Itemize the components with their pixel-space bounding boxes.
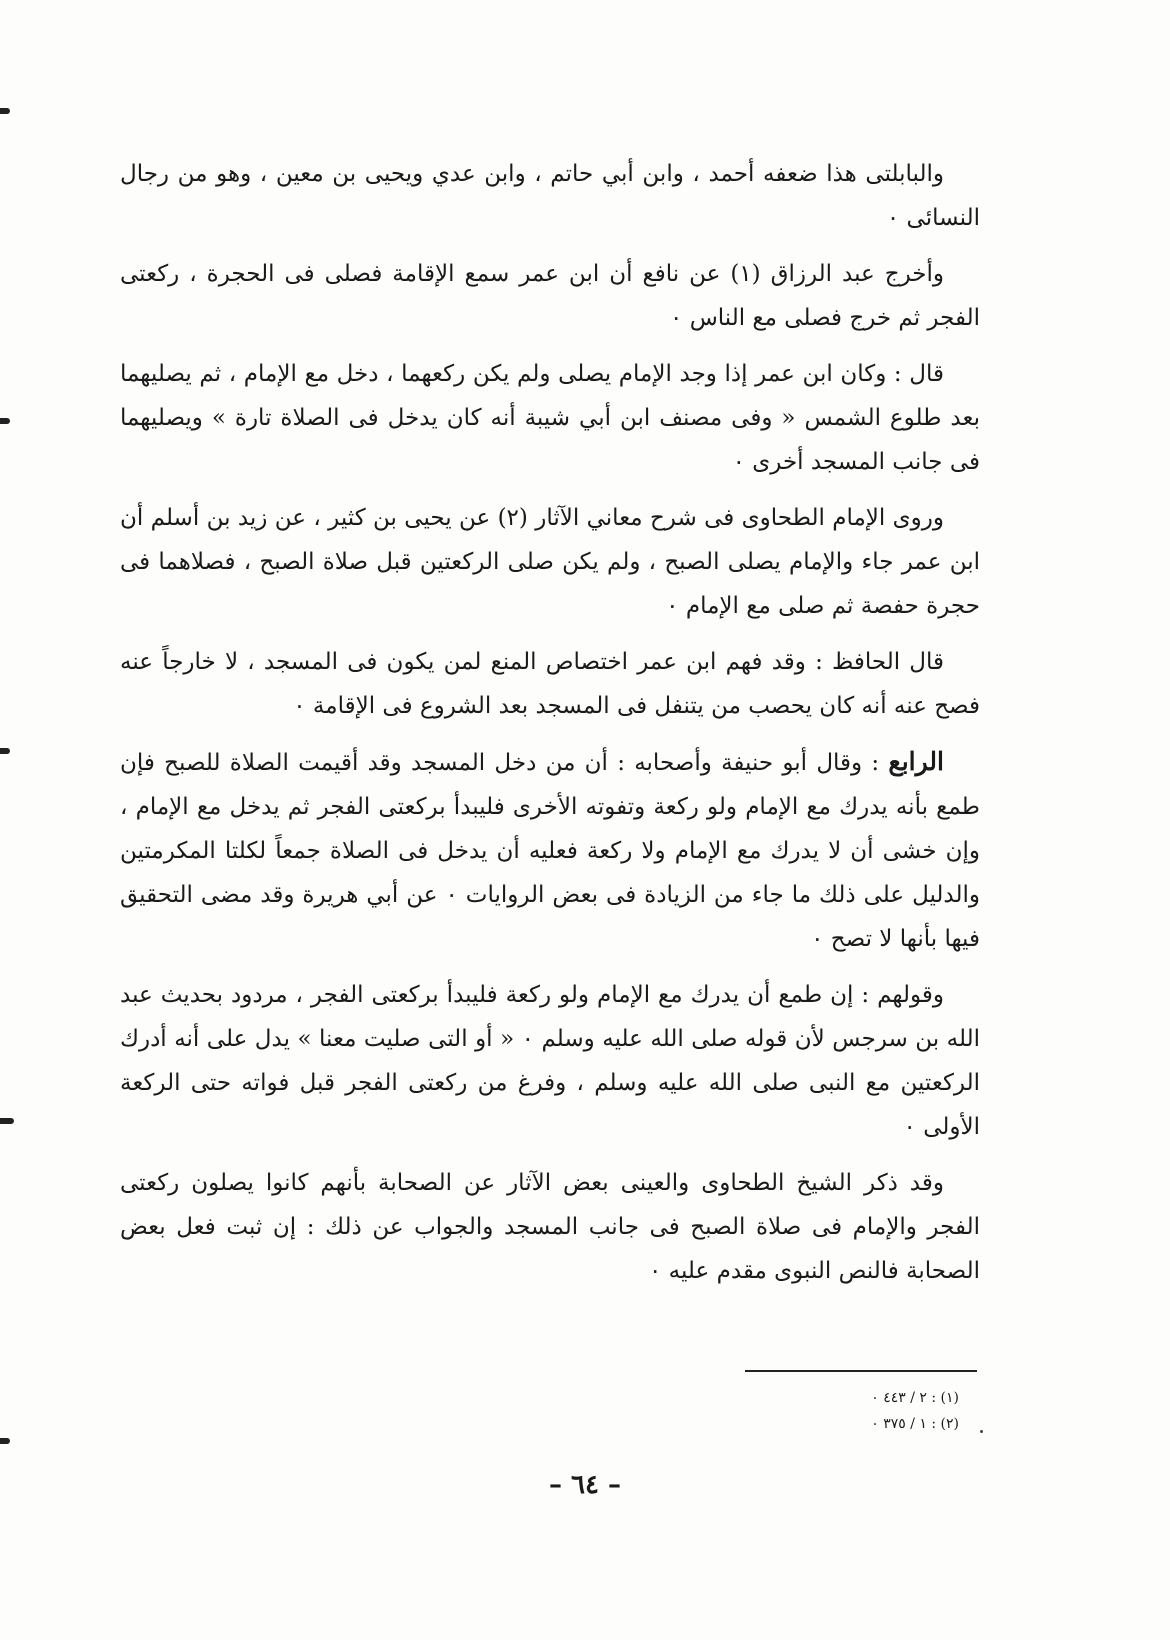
paragraph: قال : وكان ابن عمر إذا وجد الإمام يصلى ولم يكن ركعهما ، دخل مع الإمام ، ثم يصليهما بعد طلوع الشمس « وفى مصنف ابن أبي شيبة أنه كان يدخل فى الصلاة تارة » ويصليهما فى جانب المسجد أخرى ٠ [120, 361, 980, 475]
paragraph: وروى الإمام الطحاوى فى شرح معاني الآثار (٢) عن يحيى بن كثير ، عن زيد بن أسلم أن ابن عمر جاء والإمام يصلى الصبح ، ولم يكن صلى الركعتين قبل صلاة الصبح ، فصلاهما فى حجرة حفصة ثم صلى مع الإمام ٠ [120, 505, 980, 619]
body-text [120, 152, 980, 1305]
paragraph-rabi-text: : وقال أبو حنيفة وأصحابه : أن من دخل المسجد وقد أقيمت الصلاة للصبح فإن طمع بأنه يدرك مع الإمام ولو ركعة وتفوته الأخرى فليبدأ بركعتى الفجر ثم يدخل مع الإمام ، وإن خشى أن لا يدرك مع الإمام ولا ركعة فعليه أن يدخل فى الصلاة جمعاً لكلتا المكرمتين والدليل على ذلك ما جاء من الزيادة فى بعض الروايات ٠ عن أبي هريرة وقد مضى التحقيق فيها بأنها لا تصح ٠ [120, 750, 981, 952]
scan-edge-mark [0, 1438, 10, 1444]
paragraph-lead-word: الرابع [888, 747, 944, 776]
paragraph: والبابلتى هذا ضعفه أحمد ، وابن أبي حاتم ، وابن عدي ويحيى بن معين ، وهو من رجال النسائى ٠ [120, 161, 980, 231]
paragraph-rabi [120, 740, 980, 961]
scan-speck [980, 1430, 983, 1433]
scan-edge-mark [0, 108, 10, 114]
paragraph: قال الحافظ : وقد فهم ابن عمر اختصاص المنع لمن يكون فى المسجد ، لا خارجاً عنه فصح عنه أنه كان يحصب من يتنفل فى المسجد بعد الشروع فى الإقامة ٠ [120, 649, 980, 719]
scan-edge-mark [0, 418, 10, 424]
footnotes [745, 1385, 977, 1437]
scan-edge-mark [0, 748, 10, 754]
footnote-2: (٢) : ١ / ٣٧٥ ٠ [871, 1416, 959, 1432]
paragraph: وقد ذكر الشيخ الطحاوى والعينى بعض الآثار عن الصحابة بأنهم كانوا يصلون ركعتى الفجر والإمام فى صلاة الصبح فى جانب المسجد والجواب عن ذلك : إن ثبت فعل بعض الصحابة فالنص النبوى مقدم عليه ٠ [120, 1170, 980, 1284]
page-number: – ٦٤ – [548, 1470, 622, 1500]
paragraph: وأخرج عبد الرزاق (١) عن نافع أن ابن عمر سمع الإقامة فصلى فى الحجرة ، ركعتى الفجر ثم خرج فصلى مع الناس ٠ [120, 261, 980, 331]
footnote-divider [745, 1370, 977, 1372]
footnote-1: (١) : ٢ / ٤٤٣ ٠ [871, 1390, 959, 1406]
scan-edge-mark [0, 1118, 14, 1124]
paragraph: وقولهم : إن طمع أن يدرك مع الإمام ولو ركعة فليبدأ بركعتى الفجر ، مردود بحديث عبد الله بن سرجس لأن قوله صلى الله عليه وسلم ٠ « أو التى صليت معنا » يدل على أنه أدرك الركعتين مع النبى صلى الله عليه وسلم ، وفرغ من ركعتى الفجر قبل فواته حتى الركعة الأولى ٠ [120, 982, 980, 1140]
